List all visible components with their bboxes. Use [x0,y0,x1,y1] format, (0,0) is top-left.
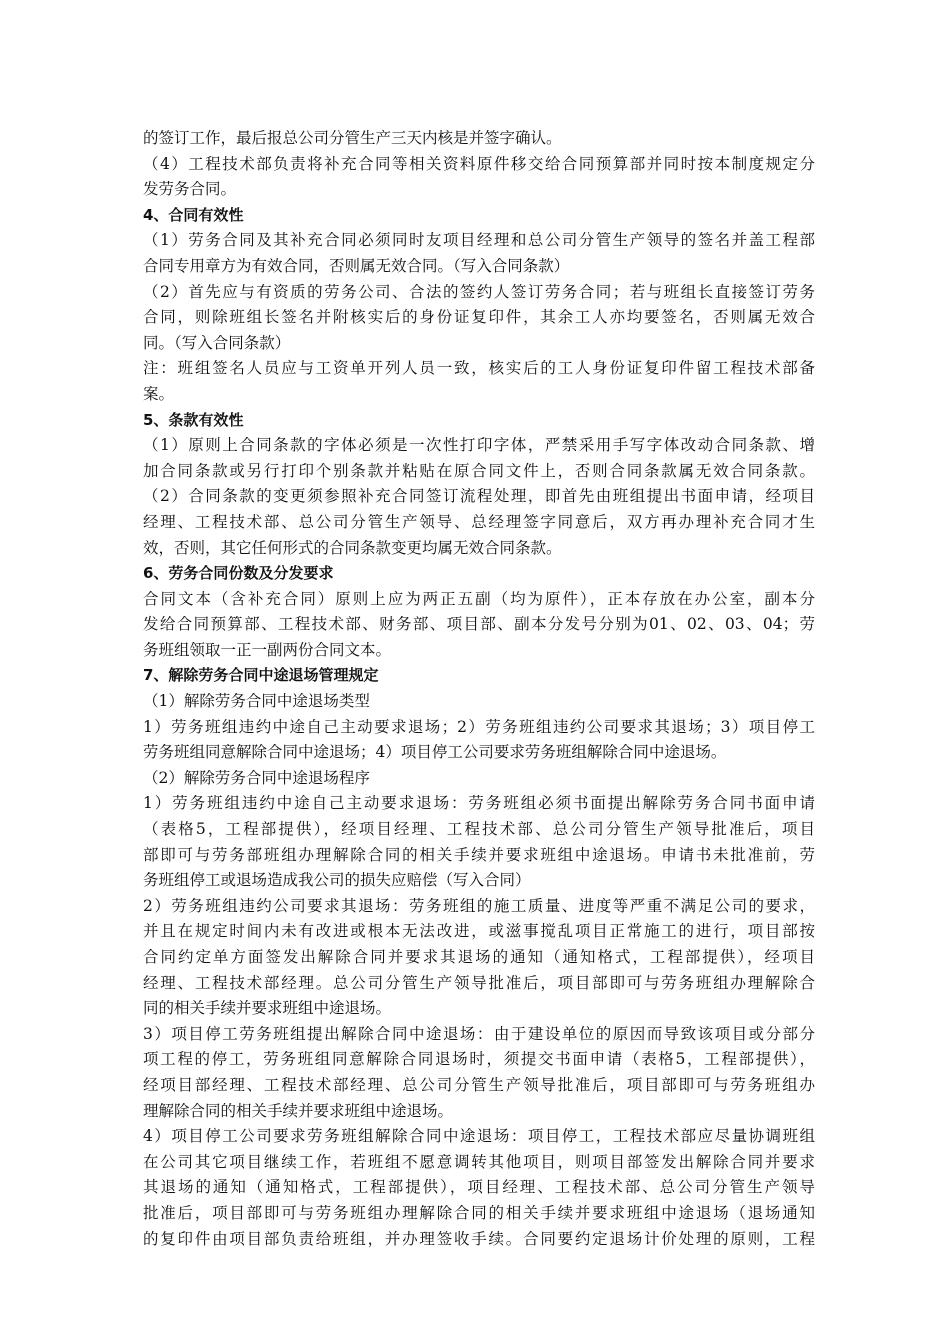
text-line: 1）劳务班组违约中途自己主动要求退场：劳务班组必须书面提出解除劳务合同书面申请 [143,794,815,813]
text-line: 4）项目停工公司要求劳务班组解除合同中途退场：项目停工，工程技术部应尽量协调班组 [143,1127,815,1146]
text-line: （1）原则上合同条款的字体必须是一次性打印字体，严禁采用手写字体改动合同条款、增 [143,436,815,455]
text-line: 合同文本（含补充合同）原则上应为两正五副（均为原件），正本存放在办公室，副本分 [143,589,815,608]
text-line: 务班组领取一正一副两份合同文本。 [143,640,392,659]
text-line: 的签订工作，最后报总公司分管生产三天内核是并签字确认。 [143,129,562,147]
section-heading: 7、解除劳务合同中途退场管理规定 [143,666,379,685]
text-line: 案。 [143,384,175,403]
section-heading: 4、合同有效性 [143,205,244,224]
text-line: 同的相关手续并要求班组中途退场。 [143,999,392,1018]
text-line: 在公司其它项目继续工作，若班组不愿意调转其他项目，则项目部签发出解除合同并要求 [143,1152,815,1171]
document-page [143,126,815,1252]
text-line: （4）工程技术部负责将补充合同等相关资料原件移交给合同预算部并同时按本制度规定分 [143,154,815,173]
text-line: 的复印件由项目部负责给班组，并办理签收手续。合同要约定退场计价处理的原则，工程 [143,1229,815,1248]
text-line: 1）劳务班组违约中途自己主动要求退场；2）劳务班组违约公司要求其退场；3）项目停工 [143,717,815,736]
text-line: （2）首先应与有资质的劳务公司、合法的签约人签订劳务合同；若与班组长直接签订劳务 [143,282,815,301]
text-line: 劳务班组同意解除合同中途退场；4）项目停工公司要求劳务班组解除合同中途退场。 [143,743,727,762]
text-line: 合同专用章方为有效合同，否则属无效合同。（写入合同条款） [143,256,570,275]
text-line: 并且在规定时间内未有改进或根本无法改进，或滋事搅乱项目正常施工的进行，项目部按 [143,922,815,941]
text-line: （2）合同条款的变更须参照补充合同签订流程处理，即首先由班组提出书面申请，经项目 [143,487,815,506]
text-line: （1）解除劳务合同中途退场类型 [143,692,370,711]
section-heading: 5、条款有效性 [143,410,244,429]
text-line: 2）劳务班组违约公司要求其退场：劳务班组的施工质量、进度等严重不满足公司的要求， [143,896,815,915]
text-line: 合同，则除班组长签名并附核实后的身份证复印件，其余工人亦均要签名，否则属无效合 [143,308,815,327]
text-line: 其退场的通知（通知格式，工程部提供），项目经理、工程技术部、总公司分管生产领导 [143,1178,815,1197]
text-line: 部即可与劳务部班组办理解除合同的相关手续并要求班组中途退场。申请书未批准前，劳 [143,845,815,864]
text-line: 经理、工程技术部、总公司分管生产领导、总经理签字同意后，双方再办理补充合同才生 [143,512,815,531]
text-line: 经理、工程技术部经理。总公司分管生产领导批准后，项目部即可与劳务班组办理解除合 [143,973,815,992]
text-line: 3）项目停工劳务班组提出解除合同中途退场：由于建设单位的原因而导致该项目或分部分 [143,1024,815,1043]
text-line: （2）解除劳务合同中途退场程序 [143,768,370,787]
text-line: 同。（写入合同条款） [143,333,291,352]
text-line: 加合同条款或另行打印个别条款并粘贴在原合同文件上，否则合同条款属无效合同条款。 [143,461,815,480]
text-line: 合同约定单方面签发出解除合同并要求其退场的通知（通知格式，工程部提供），经项目 [143,948,815,966]
text-line: 效，否则，其它任何形式的合同条款变更均属无效合同条款。 [143,538,562,557]
text-line: 务班组停工或退场造成我公司的损失应赔偿（写入合同） [143,871,531,890]
text-line: （1）劳务合同及其补充合同必须同时友项目经理和总公司分管生产领导的签名并盖工程部 [143,231,815,250]
text-line: （表格5，工程部提供），经项目经理、工程技术部、总公司分管生产领导批准后，项目 [143,820,815,839]
section-heading: 6、劳务合同份数及分发要求 [143,564,334,583]
text-line: 注：班组签名人员应与工资单开列人员一致，核实后的工人身份证复印件留工程技术部备 [143,359,815,378]
text-line: 批准后，项目部即可与劳务班组办理解除合同的相关手续并要求班组中途退场（退场通知 [143,1203,815,1222]
text-line: 发给合同预算部、工程技术部、财务部、项目部、副本分发号分别为01、02、03、04；劳 [143,615,815,634]
text-line: 经项目部经理、工程技术部经理、总公司分管生产领导批准后，项目部即可与劳务班组办 [143,1075,815,1094]
text-line: 理解除合同的相关手续并要求班组中途退场。 [143,1101,454,1120]
text-line: 项工程的停工，劳务班组同意解除合同退场时，须提交书面申请（表格5，工程部提供）， [143,1050,815,1069]
text-line: 发劳务合同。 [143,180,237,199]
